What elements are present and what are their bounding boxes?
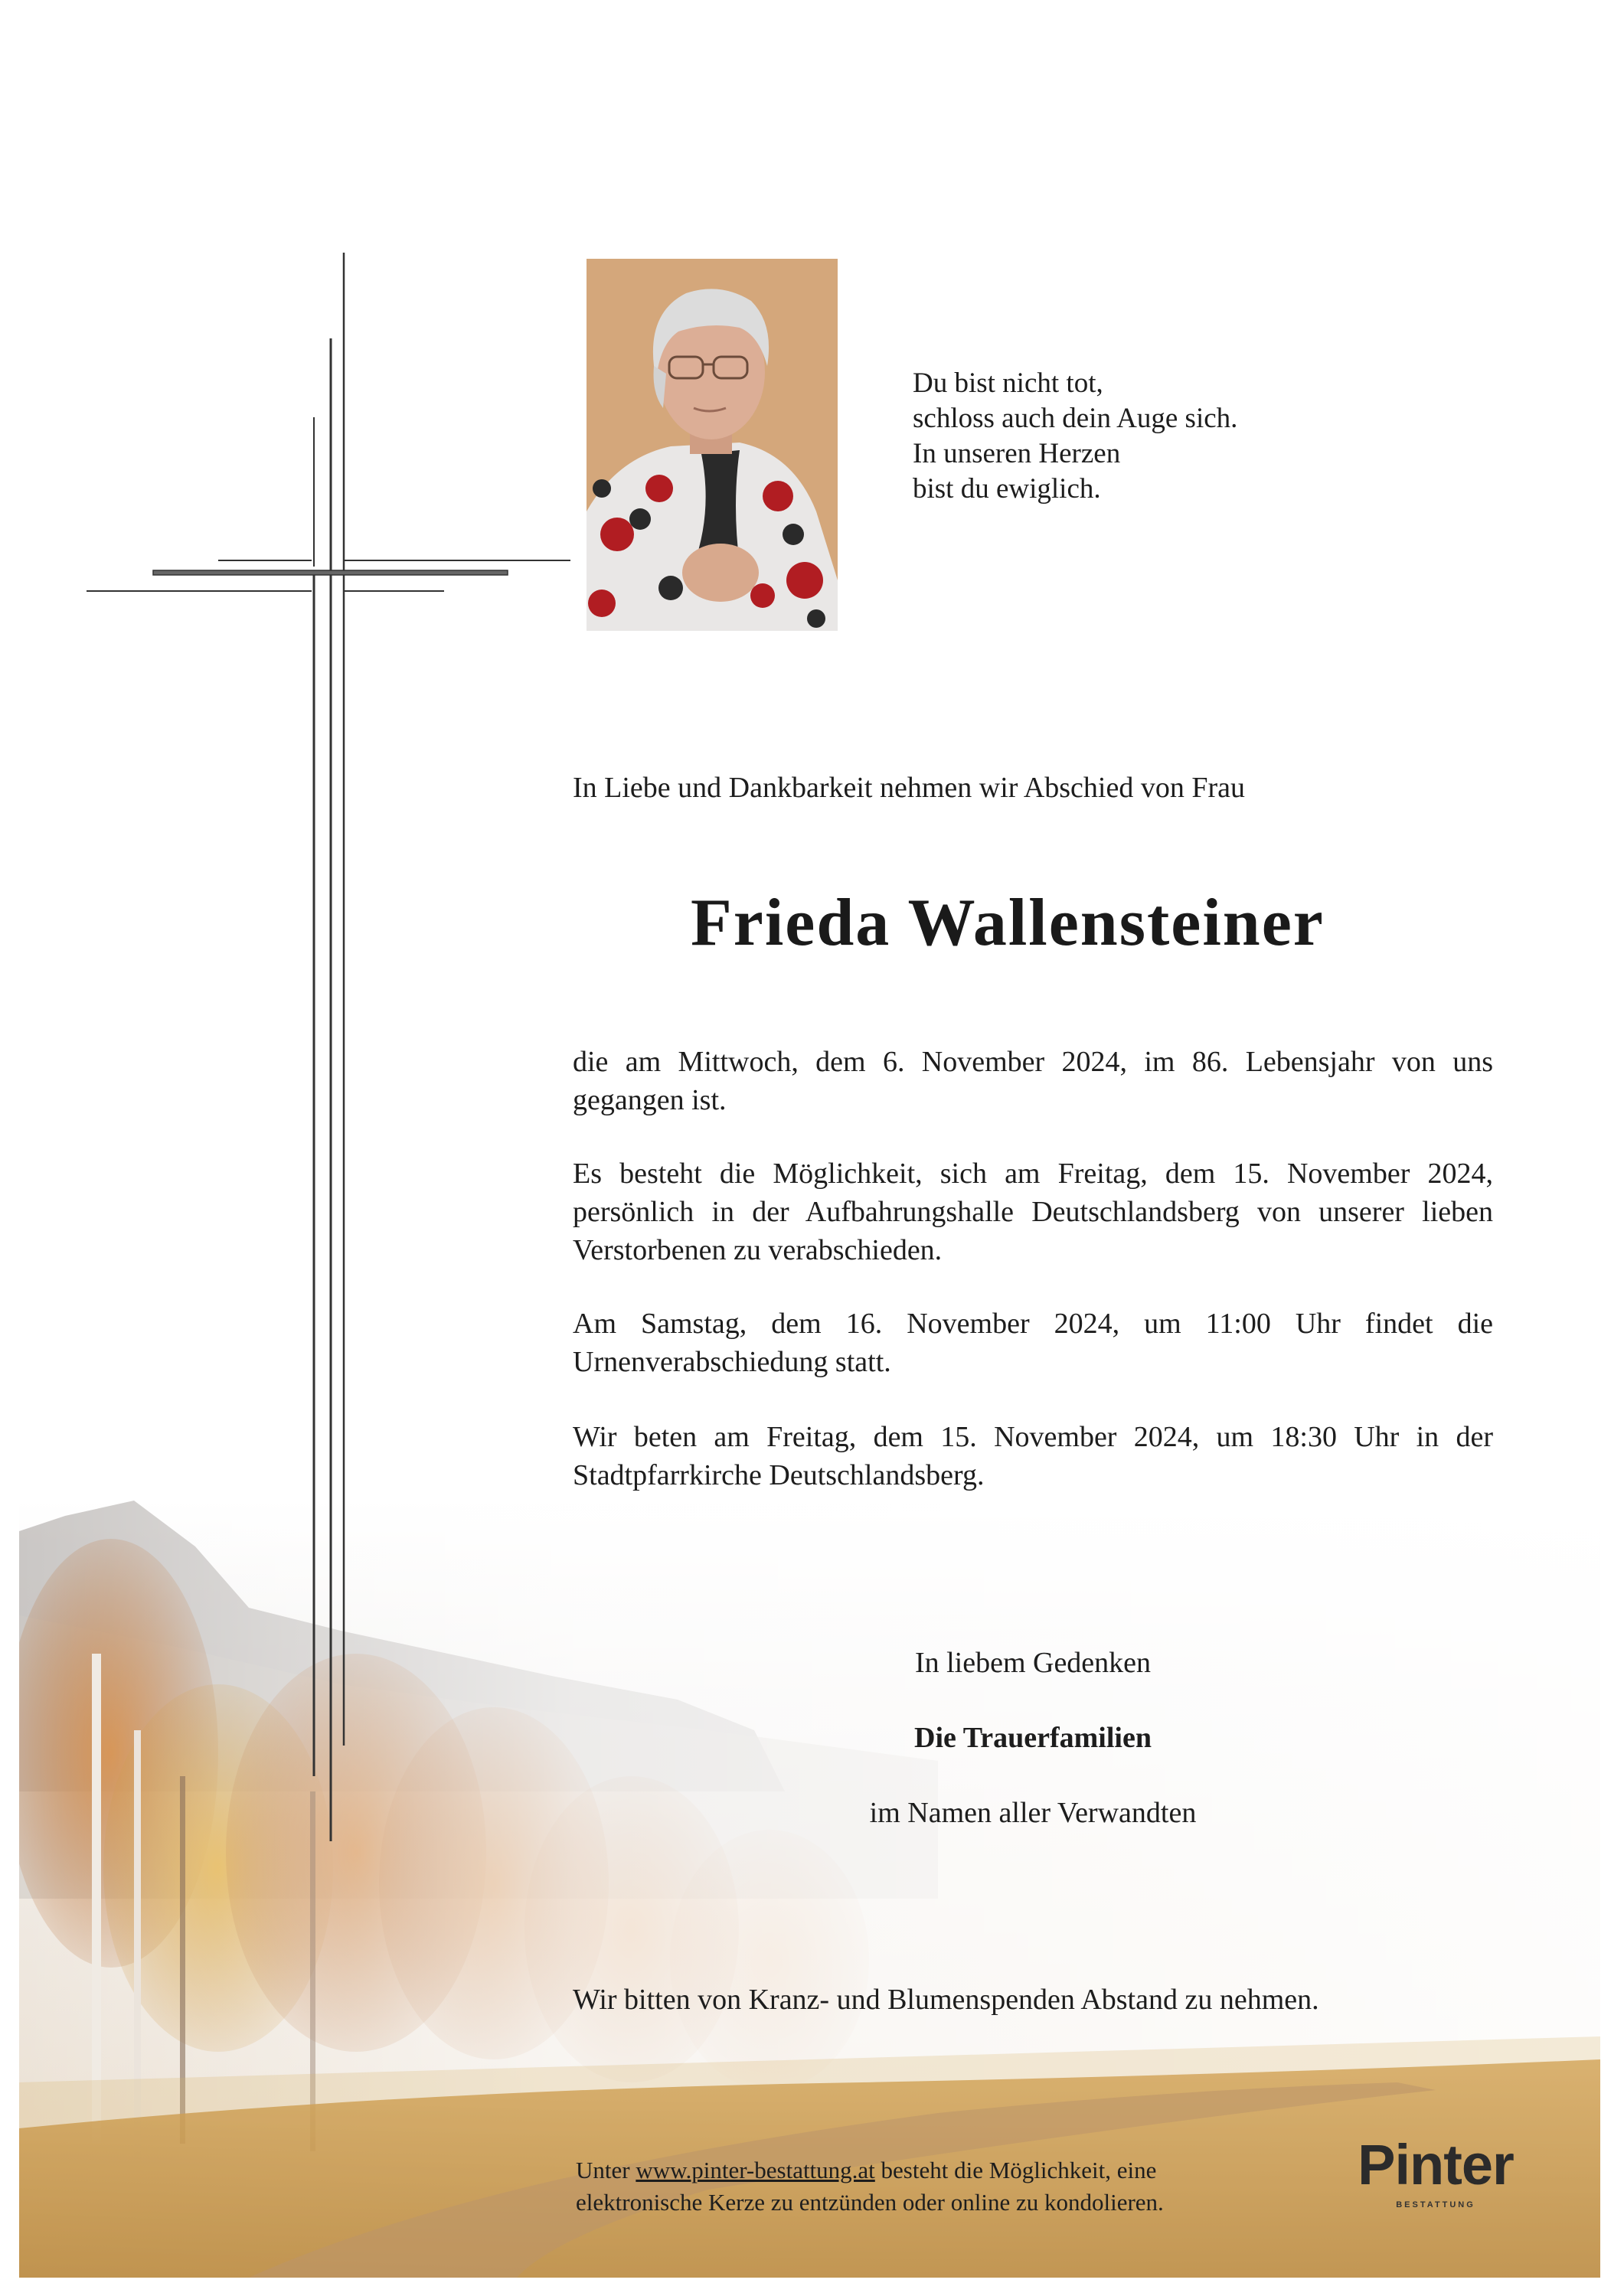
- poem-line: schloss auch dein Auge sich.: [913, 403, 1238, 434]
- deceased-name: Frieda Wallensteiner: [691, 886, 1325, 960]
- footer-line-2: elektronische Kerze zu entzünden oder online zu kondolieren.: [576, 2189, 1164, 2216]
- website-link[interactable]: www.pinter-bestattung.at: [636, 2157, 875, 2183]
- poem-line: Du bist nicht tot,: [913, 367, 1103, 399]
- logo-subtitle: BESTATTUNG: [1396, 2200, 1475, 2209]
- paragraph-passing: die am Mittwoch, dem 6. November 2024, im 86. Lebensjahr von uns gegangen ist.: [573, 1046, 1493, 1116]
- portrait-photo: [587, 259, 838, 631]
- footer-suffix: besteht die Möglichkeit, eine: [874, 2157, 1157, 2183]
- closing-families: Die Trauerfamilien: [914, 1722, 1152, 1754]
- intro-text: In Liebe und Dankbarkeit nehmen wir Abschied von Frau: [573, 772, 1245, 804]
- footer-prefix: Unter: [576, 2157, 636, 2183]
- paragraph-prayer: Wir beten am Freitag, dem 15. November 2024, um 18:30 Uhr in der Stadtpfarrkirche Deutschlandsberg.: [573, 1421, 1493, 1491]
- closing-memory: In liebem Gedenken: [914, 1647, 1152, 1679]
- closing-relatives: im Namen aller Verwandten: [869, 1797, 1197, 1829]
- logo-name: Pinter: [1358, 2133, 1514, 2196]
- pinter-logo: [1348, 2134, 1524, 2209]
- poem: [913, 366, 1237, 507]
- paragraph-viewing: Es besteht die Möglichkeit, sich am Freitag, dem 15. November 2024, persönlich in der Aufbahrungshalle Deutschlandsberg von unserer lieben Verstorbenen zu verabschieden.: [573, 1158, 1493, 1266]
- poem-line: bist du ewiglich.: [913, 473, 1101, 505]
- flowers-note: Wir bitten von Kranz- und Blumenspenden Abstand zu nehmen.: [573, 1984, 1319, 2016]
- cross-icon: [80, 253, 578, 1845]
- footer-note: [576, 2154, 1164, 2219]
- footer-line-1: [576, 2154, 1164, 2187]
- poem-line: In unseren Herzen: [913, 438, 1121, 469]
- paragraph-urn-farewell: Am Samstag, dem 16. November 2024, um 11:00 Uhr findet die Urnenverabschiedung statt.: [573, 1308, 1493, 1378]
